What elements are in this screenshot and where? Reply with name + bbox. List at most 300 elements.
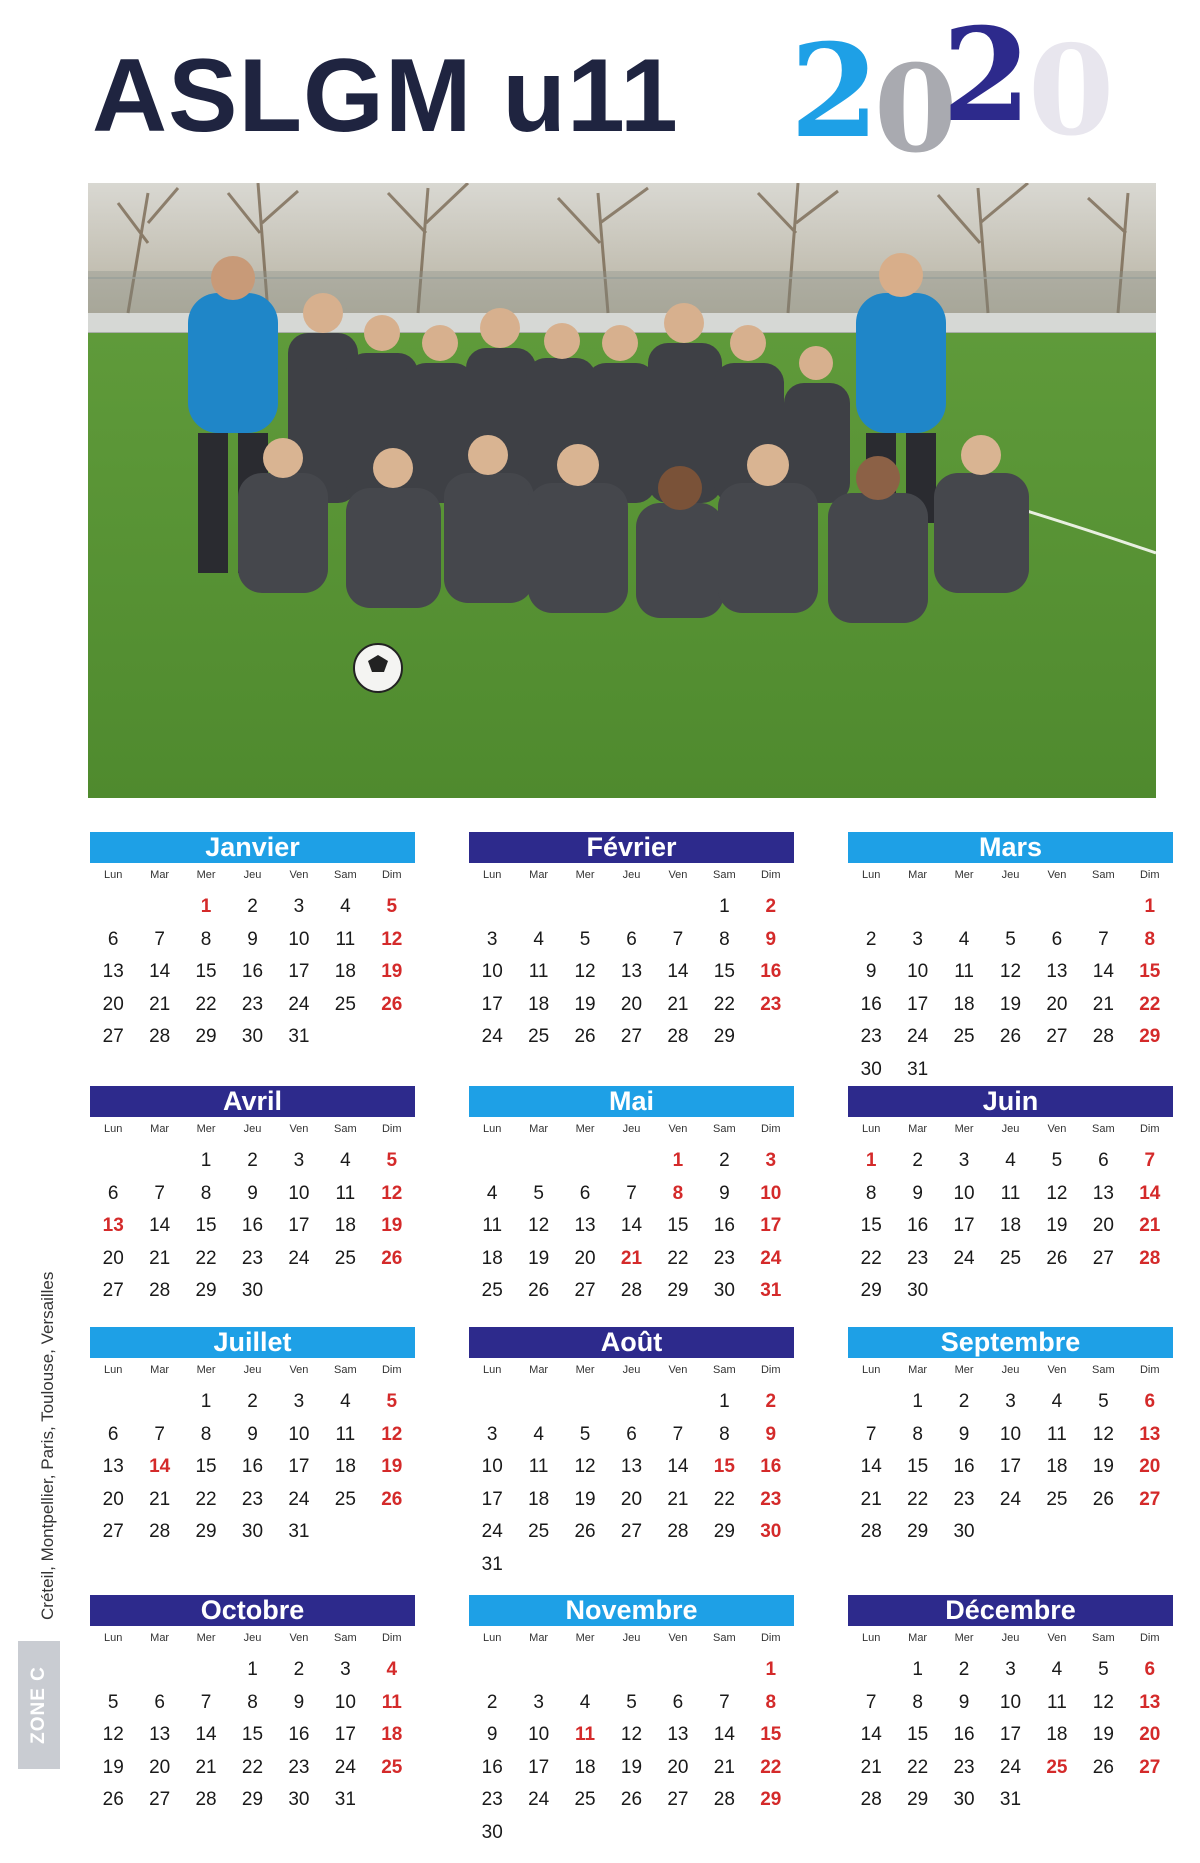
day-cell: 20: [1046, 993, 1068, 1015]
day-cell: 3: [1005, 1391, 1016, 1412]
day-cell: 16: [748, 956, 794, 989]
day-cell: 29: [713, 1026, 735, 1047]
day-cell: 9: [719, 1182, 730, 1204]
day-cell: 17: [276, 1451, 322, 1484]
day-cell: 20: [667, 1756, 689, 1778]
day-cell: 18: [322, 1451, 368, 1484]
day-cell: 11: [335, 928, 356, 950]
day-cell: 10: [469, 956, 515, 989]
day-cell: 21: [1092, 993, 1114, 1015]
day-cell: 23: [748, 1484, 794, 1517]
day-cell: 2: [865, 928, 877, 950]
day-cell: 25: [953, 1026, 975, 1047]
day-cell: 5: [533, 1182, 544, 1204]
weekday-header: [90, 1364, 415, 1380]
day-grid: [90, 1386, 415, 1549]
day-cell: 17: [760, 1215, 782, 1236]
day-cell: 31: [276, 1516, 322, 1549]
weekday-label: Ven: [668, 1123, 688, 1135]
year-digit: 0: [874, 39, 958, 180]
day-cell: 4: [1005, 1150, 1016, 1171]
day-cell: 11: [575, 1724, 596, 1745]
weekday-label: Jeu: [622, 1632, 641, 1644]
day-cell: 20: [1139, 1456, 1161, 1477]
day-cell: 22: [907, 1488, 929, 1510]
day-cell: 9: [958, 1423, 970, 1445]
month-10: [90, 1595, 415, 1817]
day-cell: 14: [655, 956, 701, 989]
day-cell: 3: [293, 1391, 305, 1412]
day-cell: 11: [954, 961, 974, 982]
day-cell: 24: [322, 1752, 368, 1785]
day-cell: 8: [765, 1691, 777, 1713]
day-cell: 4: [322, 1386, 368, 1419]
day-cell: 17: [907, 993, 929, 1015]
day-cell: 2: [247, 1391, 258, 1412]
day-cell: 22: [1139, 993, 1161, 1015]
day-cell: 6: [90, 1178, 136, 1211]
day-cell: 9: [912, 1182, 923, 1204]
day-cell: 11: [1047, 1691, 1067, 1713]
day-cell: 16: [953, 1724, 975, 1745]
month-name: Novembre: [469, 1595, 794, 1626]
day-cell: 31: [288, 1026, 310, 1047]
day-cell: 28: [149, 1280, 171, 1301]
weekday-label: Lun: [483, 869, 502, 881]
calendar-title: ASLGM u11: [92, 38, 679, 154]
day-cell: 15: [701, 1451, 747, 1484]
day-cell: 7: [672, 928, 684, 950]
day-cell: 30: [748, 1516, 794, 1549]
day-cell: 11: [1047, 1423, 1067, 1445]
day-cell: 22: [195, 1247, 217, 1269]
day-cell: 4: [1051, 1391, 1063, 1412]
day-cell: 9: [486, 1724, 498, 1745]
day-cell: 20: [102, 1247, 124, 1269]
weekday-label: Ven: [668, 1632, 688, 1644]
day-cell: 8: [1144, 928, 1156, 950]
day-cell: 6: [107, 928, 119, 950]
day-cell: 17: [469, 989, 515, 1022]
weekday-label: Jeu: [1001, 1364, 1020, 1376]
weekday-label: Dim: [381, 1123, 402, 1135]
day-cell: 7: [626, 1182, 637, 1204]
day-cell: 17: [999, 1456, 1022, 1477]
day-cell: 7: [136, 1178, 182, 1211]
day-cell: 23: [481, 1789, 503, 1810]
day-cell: 9: [748, 1419, 794, 1452]
day-cell: 5: [107, 1691, 119, 1713]
day-cell: 9: [958, 1691, 970, 1713]
month-12: [848, 1595, 1173, 1817]
day-cell: 4: [386, 1659, 398, 1680]
weekday-header: [90, 1123, 415, 1139]
weekday-label: Jeu: [622, 1123, 641, 1135]
weekday-label: Ven: [1047, 1364, 1067, 1376]
day-cell: 21: [149, 993, 171, 1015]
day-cell: 8: [912, 1691, 923, 1713]
month-name: Mai: [469, 1086, 794, 1117]
day-cell: 12: [562, 1451, 608, 1484]
day-cell: 16: [860, 993, 882, 1015]
day-cell: 26: [381, 1247, 403, 1269]
day-cell: 12: [102, 1724, 124, 1745]
day-cell: 28: [713, 1789, 735, 1810]
day-cell: 3: [1005, 1659, 1016, 1680]
weekday-label: Mer: [575, 1364, 595, 1376]
day-cell: 13: [1139, 1691, 1161, 1713]
zone-badge: [18, 1641, 60, 1769]
weekday-label: Mar: [150, 1632, 170, 1644]
weekday-label: Mer: [954, 1364, 974, 1376]
weekday-label: Sam: [713, 1123, 736, 1135]
day-cell: 5: [1005, 928, 1016, 950]
day-cell: 9: [229, 1178, 275, 1211]
day-cell: 17: [528, 1756, 550, 1778]
day-cell: 16: [953, 1456, 975, 1477]
month-3: [848, 832, 1173, 1086]
weekday-label: Jeu: [243, 1632, 262, 1644]
day-grid: [848, 891, 1173, 1086]
day-cell: 30: [229, 1516, 275, 1549]
day-cell: 11: [1000, 1182, 1021, 1204]
day-cell: 29: [667, 1280, 689, 1301]
day-cell: 29: [183, 1516, 229, 1549]
day-cell: 12: [369, 1178, 415, 1211]
weekday-label: Ven: [1047, 869, 1067, 881]
day-cell: 21: [713, 1756, 735, 1778]
month-name: Février: [469, 832, 794, 863]
weekday-label: Dim: [760, 1364, 781, 1376]
day-cell: 21: [620, 1247, 643, 1269]
day-cell: 7: [655, 1419, 701, 1452]
day-cell: 18: [1046, 1456, 1068, 1477]
day-cell: 12: [381, 928, 403, 950]
day-cell: 27: [1046, 1026, 1068, 1047]
day-grid: [848, 1386, 1173, 1549]
day-cell: 27: [136, 1784, 182, 1817]
day-grid: [90, 1654, 415, 1817]
day-grid: [469, 1386, 794, 1581]
day-cell: 8: [701, 924, 747, 957]
weekday-label: Lun: [862, 1123, 881, 1135]
day-cell: 28: [860, 1521, 882, 1542]
day-cell: 27: [620, 1026, 643, 1047]
day-cell: 19: [1092, 1456, 1114, 1477]
weekday-label: Mar: [529, 1364, 549, 1376]
day-cell: 10: [276, 1419, 322, 1452]
day-cell: 26: [369, 1484, 415, 1517]
weekday-label: Sam: [1092, 1632, 1115, 1644]
day-cell: 20: [1127, 1719, 1173, 1752]
weekday-label: Mer: [954, 1632, 974, 1644]
day-cell: 24: [276, 1484, 322, 1517]
weekday-label: Jeu: [1001, 1123, 1020, 1135]
day-cell: 6: [579, 1182, 591, 1204]
day-cell: 8: [200, 928, 212, 950]
weekday-label: Dim: [381, 1632, 402, 1644]
day-cell: 10: [953, 1182, 975, 1204]
day-cell: 12: [999, 961, 1022, 982]
weekday-label: Lun: [104, 869, 123, 881]
day-cell: 8: [912, 1423, 923, 1445]
day-cell: 1: [912, 1659, 923, 1680]
weekday-label: Ven: [289, 1632, 309, 1644]
day-cell: 7: [200, 1691, 212, 1713]
day-grid: [90, 1145, 415, 1308]
day-cell: 20: [136, 1752, 182, 1785]
day-cell: 5: [579, 928, 591, 950]
day-cell: 30: [713, 1280, 735, 1301]
day-cell: 25: [574, 1789, 596, 1810]
day-cell: 4: [579, 1691, 591, 1713]
day-cell: 17: [276, 1210, 322, 1243]
day-cell: 6: [1098, 1150, 1109, 1171]
day-cell: 13: [608, 956, 654, 989]
day-cell: 27: [608, 1516, 654, 1549]
weekday-label: Sam: [334, 1123, 357, 1135]
day-cell: 28: [1092, 1026, 1114, 1047]
day-cell: 23: [748, 989, 794, 1022]
day-cell: 29: [195, 1026, 217, 1047]
day-cell: 28: [620, 1280, 643, 1301]
day-cell: 22: [667, 1247, 689, 1269]
day-cell: 1: [719, 896, 730, 917]
weekday-label: Mar: [529, 1632, 549, 1644]
day-cell: 10: [334, 1691, 356, 1713]
day-cell: 17: [469, 1484, 515, 1517]
day-cell: 18: [999, 1215, 1022, 1236]
weekday-label: Jeu: [622, 1364, 641, 1376]
weekday-header: [90, 1632, 415, 1648]
weekday-header: [848, 1632, 1173, 1648]
day-cell: 25: [1034, 1752, 1080, 1785]
day-cell: 27: [574, 1280, 596, 1301]
day-cell: 25: [528, 1026, 550, 1047]
day-cell: 19: [90, 1752, 136, 1785]
day-cell: 24: [288, 993, 310, 1015]
day-cell: 25: [515, 1516, 561, 1549]
day-cell: 4: [958, 928, 970, 950]
day-cell: 8: [183, 1419, 229, 1452]
day-cell: 11: [381, 1691, 402, 1713]
day-cell: 26: [574, 1026, 596, 1047]
day-cell: 13: [574, 1215, 596, 1236]
day-cell: 6: [608, 1419, 654, 1452]
day-cell: 1: [200, 896, 212, 917]
month-name: Avril: [90, 1086, 415, 1117]
weekday-label: Dim: [1139, 1364, 1160, 1376]
day-cell: 9: [229, 1419, 275, 1452]
day-cell: 12: [562, 956, 608, 989]
weekday-label: Mar: [150, 1123, 170, 1135]
day-cell: 15: [195, 961, 217, 982]
day-cell: 17: [999, 1724, 1022, 1745]
day-cell: 2: [958, 1659, 970, 1680]
day-cell: 6: [90, 1419, 136, 1452]
day-cell: 26: [1080, 1752, 1126, 1785]
day-cell: 5: [1098, 1391, 1109, 1412]
weekday-header: [90, 869, 415, 885]
month-name: Septembre: [848, 1327, 1173, 1358]
day-cell: 3: [469, 1419, 515, 1452]
day-cell: 29: [1139, 1026, 1161, 1047]
day-cell: 30: [941, 1784, 987, 1817]
day-cell: 24: [288, 1247, 310, 1269]
day-cell: 21: [149, 1247, 171, 1269]
day-cell: 19: [1080, 1719, 1126, 1752]
day-cell: 24: [481, 1026, 503, 1047]
day-cell: 29: [860, 1280, 882, 1301]
day-cell: 15: [183, 1451, 229, 1484]
day-cell: 14: [195, 1724, 217, 1745]
day-cell: 5: [369, 1145, 415, 1178]
day-cell: 25: [1046, 1488, 1068, 1510]
day-cell: 16: [241, 961, 264, 982]
month-4: [90, 1086, 415, 1308]
month-name: Juin: [848, 1086, 1173, 1117]
weekday-label: Mer: [196, 869, 216, 881]
day-cell: 11: [322, 1419, 368, 1452]
day-cell: 26: [620, 1789, 643, 1810]
weekday-label: Lun: [104, 1364, 123, 1376]
day-cell: 15: [183, 1210, 229, 1243]
day-cell: 25: [369, 1752, 415, 1785]
weekday-label: Jeu: [243, 869, 262, 881]
weekday-header: [469, 1123, 794, 1139]
day-cell: 11: [515, 956, 561, 989]
day-cell: 6: [1051, 928, 1063, 950]
day-cell: 5: [1098, 1659, 1109, 1680]
day-cell: 23: [241, 1247, 264, 1269]
weekday-label: Lun: [483, 1364, 502, 1376]
day-cell: 4: [340, 896, 351, 917]
day-cell: 20: [1092, 1215, 1114, 1236]
day-cell: 4: [515, 1419, 561, 1452]
day-cell: 19: [528, 1247, 550, 1269]
day-cell: 1: [912, 1391, 923, 1412]
day-cell: 30: [953, 1521, 975, 1542]
weekday-label: Lun: [483, 1632, 502, 1644]
day-cell: 15: [241, 1724, 264, 1745]
day-cell: 9: [247, 928, 258, 950]
day-grid: [848, 1654, 1173, 1817]
weekday-label: Sam: [713, 1364, 736, 1376]
day-cell: 3: [958, 1150, 970, 1171]
weekday-label: Ven: [289, 1364, 309, 1376]
day-cell: 21: [848, 1752, 894, 1785]
day-cell: 7: [865, 1423, 877, 1445]
day-cell: 24: [953, 1247, 975, 1269]
day-cell: 12: [1092, 1691, 1114, 1713]
day-cell: 15: [760, 1724, 782, 1745]
day-cell: 14: [713, 1724, 735, 1745]
weekday-label: Mar: [908, 1632, 928, 1644]
day-cell: 22: [701, 1484, 747, 1517]
day-cell: 15: [667, 1215, 689, 1236]
weekday-label: Mar: [908, 1364, 928, 1376]
day-cell: 10: [999, 1691, 1022, 1713]
month-11: [469, 1595, 794, 1849]
day-cell: 20: [574, 1247, 596, 1269]
day-cell: 9: [865, 961, 877, 982]
day-cell: 4: [533, 928, 544, 950]
month-1: [90, 832, 415, 1054]
day-cell: 26: [1092, 1488, 1114, 1510]
day-cell: 28: [655, 1516, 701, 1549]
day-cell: 23: [713, 1247, 735, 1269]
day-cell: 11: [322, 1178, 368, 1211]
weekday-label: Jeu: [1001, 869, 1020, 881]
day-cell: 12: [528, 1215, 550, 1236]
day-cell: 5: [386, 896, 398, 917]
month-7: [90, 1327, 415, 1549]
day-cell: 3: [293, 1150, 305, 1171]
day-cell: 22: [760, 1756, 782, 1778]
day-cell: 21: [655, 1484, 701, 1517]
day-cell: 19: [999, 993, 1022, 1015]
weekday-label: Mer: [196, 1123, 216, 1135]
day-cell: 13: [1139, 1423, 1161, 1445]
day-cell: 6: [1144, 1659, 1156, 1680]
day-cell: 22: [183, 1484, 229, 1517]
day-cell: 14: [149, 961, 171, 982]
weekday-header: [469, 869, 794, 885]
day-cell: 2: [293, 1659, 305, 1680]
weekday-label: Lun: [104, 1123, 123, 1135]
weekday-label: Ven: [289, 1123, 309, 1135]
day-grid: [90, 891, 415, 1054]
day-cell: 27: [102, 1280, 124, 1301]
day-cell: 6: [626, 928, 637, 950]
day-cell: 29: [701, 1516, 747, 1549]
weekday-label: Mer: [575, 869, 595, 881]
day-cell: 5: [626, 1691, 637, 1713]
day-cell: 20: [90, 1484, 136, 1517]
weekday-label: Ven: [1047, 1632, 1067, 1644]
day-cell: 19: [562, 1484, 608, 1517]
month-name: Janvier: [90, 832, 415, 863]
day-cell: 22: [894, 1752, 940, 1785]
day-cell: 18: [1046, 1724, 1068, 1745]
month-6: [848, 1086, 1173, 1308]
day-cell: 20: [608, 989, 654, 1022]
day-cell: 23: [941, 1752, 987, 1785]
weekday-label: Jeu: [622, 869, 641, 881]
day-cell: 3: [912, 928, 923, 950]
day-cell: 8: [672, 1182, 684, 1204]
day-cell: 30: [276, 1784, 322, 1817]
day-cell: 24: [987, 1752, 1033, 1785]
day-cell: 25: [334, 1247, 356, 1269]
day-cell: 23: [953, 1488, 975, 1510]
day-cell: 18: [515, 1484, 561, 1517]
day-cell: 10: [907, 961, 929, 982]
weekday-label: Mar: [529, 869, 549, 881]
day-cell: 3: [293, 896, 305, 917]
day-cell: 26: [1046, 1247, 1068, 1269]
day-cell: 24: [469, 1516, 515, 1549]
day-cell: 21: [183, 1752, 229, 1785]
weekday-label: Sam: [1092, 869, 1115, 881]
day-cell: 5: [369, 1386, 415, 1419]
day-cell: 24: [760, 1247, 782, 1269]
zone-cities: Créteil, Montpellier, Paris, Toulouse, Versailles: [38, 1271, 57, 1620]
month-name: Décembre: [848, 1595, 1173, 1626]
day-cell: 20: [608, 1484, 654, 1517]
day-cell: 6: [154, 1691, 165, 1713]
day-cell: 1: [200, 1150, 212, 1171]
